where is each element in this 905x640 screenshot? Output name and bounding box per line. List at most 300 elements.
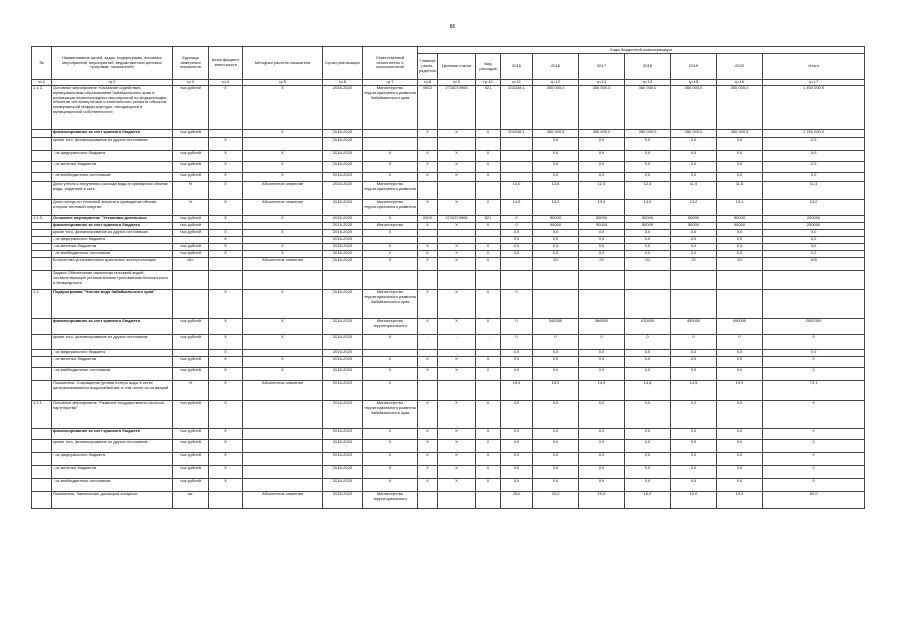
row-name: - из местных бюджетов [52, 162, 173, 173]
row-coefficient: Х [209, 466, 243, 479]
row-value-2015: 0,0 [501, 244, 533, 251]
column-number: гр.6 [323, 80, 363, 86]
row-value-2017: 0,0 [579, 138, 625, 151]
row-name: - из местных бюджетов [52, 357, 173, 368]
row-method: Х [243, 173, 323, 182]
row-value-2015: 202248,1 [501, 130, 533, 138]
row-coefficient: Х [209, 251, 243, 258]
row-total: 0,0 [763, 151, 865, 162]
row-method [243, 271, 323, 290]
header-name: Наименование целей, задач, подпрограмм, основных мероприятий, мероприятий, ведомственных целевых программ, показателей [52, 47, 173, 80]
row-unit: тыс.рублей [173, 216, 209, 223]
row-target-article [438, 271, 476, 290]
row-main-manager: Х [418, 368, 438, 381]
row-method: Абсолютное значение [243, 381, 323, 401]
row-value-2018: 0,0 [625, 173, 671, 182]
row-executor: Министерство территориального развития Забайкальского края [363, 290, 418, 319]
table-row [32, 357, 865, 368]
row-value-2015: 0,0 [501, 230, 533, 237]
row-executor: Министерство территориального развития [363, 200, 418, 216]
row-expense-type [476, 237, 501, 244]
row-value-2018: 0,0 [625, 466, 671, 479]
row-value-2019: 0,0 [671, 401, 717, 429]
row-value-2019: 50000 [671, 223, 717, 230]
row-expense-type: Х [476, 453, 501, 466]
header-expense-type: Вид расходов [476, 54, 501, 80]
row-executor [363, 130, 418, 138]
row-period: 2016-2020 [323, 200, 363, 216]
row-total: 0,0 [763, 237, 865, 244]
row-value-2015: 0,0 [501, 251, 533, 258]
table-row [32, 230, 865, 237]
row-expense-type: Х [476, 258, 501, 271]
row-value-2016: 0,0 [533, 162, 579, 173]
row-name: - из внебюджетных источников [52, 479, 173, 492]
row-period: 2016-2020 [323, 162, 363, 173]
row-value-2016: 0,0 [533, 368, 579, 381]
row-total: 250000 [763, 223, 865, 230]
row-period: 2016-2020 [323, 335, 363, 350]
row-method [243, 429, 323, 440]
row-value-2019 [671, 271, 717, 290]
row-number [32, 319, 52, 335]
row-unit [173, 271, 209, 290]
row-main-manager: Х [418, 173, 438, 182]
row-value-2018: 0,0 [625, 237, 671, 244]
row-total: 0,0 [763, 251, 865, 258]
row-main-manager: Х [418, 258, 438, 271]
row-coefficient: Х [209, 368, 243, 381]
row-value-2016 [533, 271, 579, 290]
row-value-2020: 0,0 [717, 244, 763, 251]
row-period: 2016-2020 [323, 368, 363, 381]
header-year-2020: 2020 [717, 54, 763, 80]
row-coefficient [209, 492, 243, 509]
row-coefficient: Х [209, 216, 243, 223]
row-value-2016: 350 000,0 [533, 130, 579, 138]
row-value-2015: 0 [501, 290, 533, 319]
header-unit: Единица измерения показателя [173, 47, 209, 80]
row-executor: Х [363, 429, 418, 440]
row-number [32, 151, 52, 162]
row-coefficient: Х [209, 86, 243, 130]
row-value-2015: 202248,1 [501, 86, 533, 130]
row-value-2015: 0,0 [501, 350, 533, 357]
row-method: Абсолютное значение [243, 182, 323, 200]
row-expense-type: Х [476, 357, 501, 368]
row-method: Х [243, 151, 323, 162]
row-coefficient: Х [209, 290, 243, 319]
row-main-manager [418, 138, 438, 151]
row-main-manager: Х [418, 251, 438, 258]
row-number: 1.1.2. [32, 86, 52, 130]
row-value-2019: 0 [671, 335, 717, 350]
row-expense-type [476, 492, 501, 509]
row-value-2018: 0,0 [625, 162, 671, 173]
row-value-2016: 0,0 [533, 440, 579, 453]
row-unit: % [173, 200, 209, 216]
row-value-2016: 15,2 [533, 381, 579, 401]
header-target-article: Целевая статья [438, 54, 476, 80]
row-unit: тыс.рублей [173, 173, 209, 182]
row-value-2017: 13,9 [579, 200, 625, 216]
row-number [32, 258, 52, 271]
row-total: 0,0 [763, 230, 865, 237]
row-expense-type: Х [476, 479, 501, 492]
row-period: 2016-2020 [323, 230, 363, 237]
row-method: Абсолютное значение [243, 200, 323, 216]
row-value-2015: 25,0 [501, 492, 533, 509]
row-executor: Х [363, 453, 418, 466]
row-period: 2016-2020 [323, 440, 363, 453]
row-main-manager: - [418, 335, 438, 350]
row-executor: Х [363, 173, 418, 182]
row-value-2016: 50000 [533, 223, 579, 230]
row-main-manager [418, 492, 438, 509]
table-row [32, 258, 865, 271]
row-total: 0,0 [763, 244, 865, 251]
column-number: гр.2 [52, 80, 173, 86]
row-total: 0 [763, 453, 865, 466]
row-value-2019: 0,0 [671, 479, 717, 492]
row-value-2020: 0,0 [717, 479, 763, 492]
row-method: Х [243, 290, 323, 319]
row-value-2015: 0 [501, 216, 533, 223]
row-total: 0,0 [763, 138, 865, 151]
row-value-2015 [501, 271, 533, 290]
row-value-2016: 345300 [533, 319, 579, 335]
header-main-manager: Главный распо-рядитель [418, 54, 438, 80]
row-number [32, 368, 52, 381]
row-target-article: - [438, 335, 476, 350]
row-name: кроме того, финансирование из других источников: [52, 440, 173, 453]
row-unit: тыс.рублей [173, 357, 209, 368]
row-unit: тыс.рублей [173, 335, 209, 350]
row-main-manager: Х [418, 151, 438, 162]
row-total: 0 [763, 357, 865, 368]
row-value-2016: 0,0 [533, 453, 579, 466]
row-method: Абсолютное значение [243, 492, 323, 509]
row-method: Х [243, 86, 323, 130]
row-unit [173, 290, 209, 319]
row-executor: Х [363, 251, 418, 258]
row-expense-type: Х [476, 429, 501, 440]
row-value-2020: 0 [717, 335, 763, 350]
row-coefficient: Х [209, 230, 243, 237]
row-method [243, 401, 323, 429]
column-number: гр.16 [717, 80, 763, 86]
row-unit: тыс.рублей [173, 230, 209, 237]
row-main-manager: Х [418, 290, 438, 319]
row-name: Доля утечек и нерутевого расхода воды в суммарном объеме воды, поданной в сеть [52, 182, 173, 200]
row-value-2017: 0,0 [579, 429, 625, 440]
row-coefficient: Х [209, 440, 243, 453]
row-method: Х [243, 130, 323, 138]
row-value-2017: 0,0 [579, 466, 625, 479]
table-row [32, 244, 865, 251]
row-method [243, 466, 323, 479]
row-value-2020: 0,0 [717, 251, 763, 258]
row-name: - из внебюджетных источников [52, 251, 173, 258]
row-period: 2016-2020 [323, 86, 363, 130]
table-row [32, 492, 865, 509]
table-row [32, 368, 865, 381]
table-body [32, 86, 865, 509]
column-number: гр.14 [625, 80, 671, 86]
row-value-2015 [501, 138, 533, 151]
row-expense-type: Х [476, 368, 501, 381]
row-value-2020: 13,1 [717, 200, 763, 216]
row-period: 2016-2020 [323, 223, 363, 230]
column-number: гр.11 [501, 80, 533, 86]
row-value-2016: 0,0 [533, 357, 579, 368]
row-number [32, 182, 52, 200]
row-expense-type: Х [476, 151, 501, 162]
row-value-2020: 0,0 [717, 230, 763, 237]
row-target-article: Х [438, 453, 476, 466]
row-value-2020: 13,9 [717, 381, 763, 401]
row-period: 2016-2020 [323, 401, 363, 429]
page-number: 86 [449, 24, 456, 30]
row-coefficient [209, 271, 243, 290]
row-main-manager: 0502 [418, 86, 438, 130]
row-period: 2016-2020 [323, 381, 363, 401]
row-period: 2016-2020 [323, 237, 363, 244]
row-value-2016: 0,0 [533, 138, 579, 151]
row-total: 0 [763, 440, 865, 453]
column-number: гр.15 [671, 80, 717, 86]
row-name: Показатель: Заключение договоров концесси [52, 492, 173, 509]
row-method: Х [243, 319, 323, 335]
table-row [32, 237, 865, 244]
header-period: Сроки реализации [323, 47, 363, 80]
row-main-manager: Х [418, 130, 438, 138]
row-value-2019: 350 000,0 [671, 130, 717, 138]
row-target-article: Х [438, 258, 476, 271]
row-value-2019: 14,5 [671, 381, 717, 401]
row-method [243, 237, 323, 244]
row-value-2019: 350 000,0 [671, 86, 717, 130]
header-total: Итого [763, 54, 865, 80]
row-coefficient: Х [209, 151, 243, 162]
row-value-2015: 0 [501, 335, 533, 350]
table-row [32, 429, 865, 440]
row-executor: Х [363, 216, 418, 223]
row-number [32, 492, 52, 509]
row-value-2016: 0,0 [533, 237, 579, 244]
row-value-2019: 10,0 [671, 492, 717, 509]
budget-table [31, 46, 865, 509]
row-method [243, 479, 323, 492]
row-target-article: 2710074905 [438, 86, 476, 130]
row-coefficient: Х [209, 335, 243, 350]
row-executor [363, 271, 418, 290]
row-target-article: Х [438, 319, 476, 335]
row-name: - из федерального бюджета [52, 151, 173, 162]
row-value-2019: 0,0 [671, 237, 717, 244]
row-unit: тыс.рублей [173, 401, 209, 429]
row-unit: тыс.рублей [173, 466, 209, 479]
row-name: Основное мероприятие «Оказание содействия муниципальным образованиям Забайкальского края в реализации первоочередных мероприятий по модернизации объектов теплоэнергетики и капитального ремонта объектов коммунальной инфраструктуры, находящихся в муниципальной собственности» [52, 86, 173, 130]
row-number [32, 479, 52, 492]
row-period: 2016-2020 [323, 479, 363, 492]
row-value-2017: 20 [579, 258, 625, 271]
row-unit: тыс.рублей [173, 440, 209, 453]
row-executor [363, 350, 418, 357]
row-executor [363, 138, 418, 151]
row-value-2017: 0,0 [579, 251, 625, 258]
row-target-article: Х [438, 290, 476, 319]
row-main-manager: Х [418, 200, 438, 216]
row-target-article: 2710374906 [438, 216, 476, 223]
row-value-2020: 0,0 [717, 162, 763, 173]
row-target-article: Х [438, 401, 476, 429]
row-value-2015: 14,5 [501, 200, 533, 216]
row-name: кроме того, финансирование из других источников: [52, 230, 173, 237]
row-total: 250000 [763, 216, 865, 223]
row-method [243, 440, 323, 453]
row-total: 100 [763, 258, 865, 271]
row-number: 1.2.1. [32, 401, 52, 429]
row-value-2018: 10,0 [625, 492, 671, 509]
row-total: 73,1 [763, 381, 865, 401]
row-value-2020: 0,0 [717, 138, 763, 151]
row-value-2019: 0,0 [671, 368, 717, 381]
header-year-2017: 2017 [579, 54, 625, 80]
row-value-2017: 0,0 [579, 440, 625, 453]
row-expense-type: 521 [476, 86, 501, 130]
row-coefficient: Х [209, 381, 243, 401]
row-period: 2016-2020 [323, 182, 363, 200]
row-expense-type: Х [476, 466, 501, 479]
row-value-2020: 11,6 [717, 182, 763, 200]
row-value-2015: 0,0 [501, 440, 533, 453]
row-value-2020: 350 000,0 [717, 86, 763, 130]
row-unit [173, 237, 209, 244]
row-total: 0,0 [763, 350, 865, 357]
column-number: гр.7 [363, 80, 418, 86]
row-executor: Х [363, 162, 418, 173]
row-value-2017: 0,0 [579, 453, 625, 466]
row-method [243, 453, 323, 466]
table-row [32, 138, 865, 151]
row-value-2016: 20 [533, 258, 579, 271]
row-unit: тыс.рублей [173, 162, 209, 173]
row-target-article [438, 492, 476, 509]
row-expense-type: Х [476, 401, 501, 429]
row-target-article: Х [438, 357, 476, 368]
row-main-manager: Х [418, 429, 438, 440]
header-executor: Ответственный исполнитель и соисполнители [363, 47, 418, 80]
row-period: 2016-2020 [323, 290, 363, 319]
row-coefficient: Х [209, 350, 243, 357]
row-value-2020 [717, 271, 763, 290]
row-name: - из федерального бюджета [52, 350, 173, 357]
row-value-2020: 0,0 [717, 173, 763, 182]
row-value-2019: 0,0 [671, 350, 717, 357]
row-main-manager: Х [418, 479, 438, 492]
row-method: Абсолютное значение [243, 258, 323, 271]
row-expense-type [476, 138, 501, 151]
row-value-2018: 0 [625, 335, 671, 350]
row-executor: Х [363, 381, 418, 401]
row-main-manager [418, 182, 438, 200]
row-value-2017: 386500 [579, 319, 625, 335]
row-unit: тыс.рублей [173, 368, 209, 381]
row-value-2019: 0,0 [671, 440, 717, 453]
row-coefficient: Х [209, 200, 243, 216]
row-total: 1 750 000,0 [763, 130, 865, 138]
row-value-2015: 0 [501, 223, 533, 230]
row-total: 2082300 [763, 319, 865, 335]
row-value-2018: 50000 [625, 223, 671, 230]
row-target-article [438, 182, 476, 200]
row-expense-type [476, 182, 501, 200]
row-target-article: Х [438, 251, 476, 258]
row-value-2017: 0,0 [579, 151, 625, 162]
row-coefficient: Х [209, 453, 243, 466]
row-number [32, 138, 52, 151]
row-value-2020: 0,0 [717, 237, 763, 244]
table-row [32, 251, 865, 258]
row-name: - из местных бюджетов [52, 244, 173, 251]
row-expense-type: Х [476, 440, 501, 453]
row-target-article: Х [438, 368, 476, 381]
row-value-2015 [501, 258, 533, 271]
column-number: гр.10 [476, 80, 501, 86]
row-value-2015: 0,0 [501, 479, 533, 492]
row-main-manager: Х [418, 466, 438, 479]
row-value-2018: 0,0 [625, 138, 671, 151]
header-year-2016: 2016 [533, 54, 579, 80]
row-value-2019: 0,0 [671, 466, 717, 479]
row-value-2015: 15,5 [501, 381, 533, 401]
row-value-2020: 50000 [717, 216, 763, 223]
row-method: Х [243, 251, 323, 258]
row-total: 0 [763, 466, 865, 479]
row-unit [173, 138, 209, 151]
row-coefficient [209, 223, 243, 230]
row-value-2018: 0,0 [625, 429, 671, 440]
row-name: Подпрограмма "Чистая вода Забайкальского края" [52, 290, 173, 319]
row-main-manager: Х [418, 223, 438, 230]
row-value-2018: 0,0 [625, 251, 671, 258]
row-coefficient: Х [209, 138, 243, 151]
row-main-manager: Х [418, 440, 438, 453]
row-expense-type: 521 [476, 216, 501, 223]
row-number [32, 381, 52, 401]
row-value-2015: 0,0 [501, 357, 533, 368]
row-value-2019: 20 [671, 258, 717, 271]
row-target-article: Х [438, 173, 476, 182]
row-name: - из федерального бюджета [52, 237, 173, 244]
row-expense-type [476, 381, 501, 401]
row-value-2020: 0,0 [717, 151, 763, 162]
row-unit: тыс.рублей [173, 319, 209, 335]
row-value-2016: 0,0 [533, 173, 579, 182]
table-row [32, 466, 865, 479]
header-coefficient: Коэф-фициент значи-мости [209, 47, 243, 80]
row-value-2015: 0,0 [501, 466, 533, 479]
row-unit [173, 350, 209, 357]
row-expense-type: - [476, 335, 501, 350]
row-executor [363, 237, 418, 244]
row-expense-type: Х [476, 244, 501, 251]
row-executor: Х [363, 151, 418, 162]
row-period: 2016-2020 [323, 357, 363, 368]
row-value-2020: 0,0 [717, 440, 763, 453]
row-name: - из местных бюджетов [52, 466, 173, 479]
